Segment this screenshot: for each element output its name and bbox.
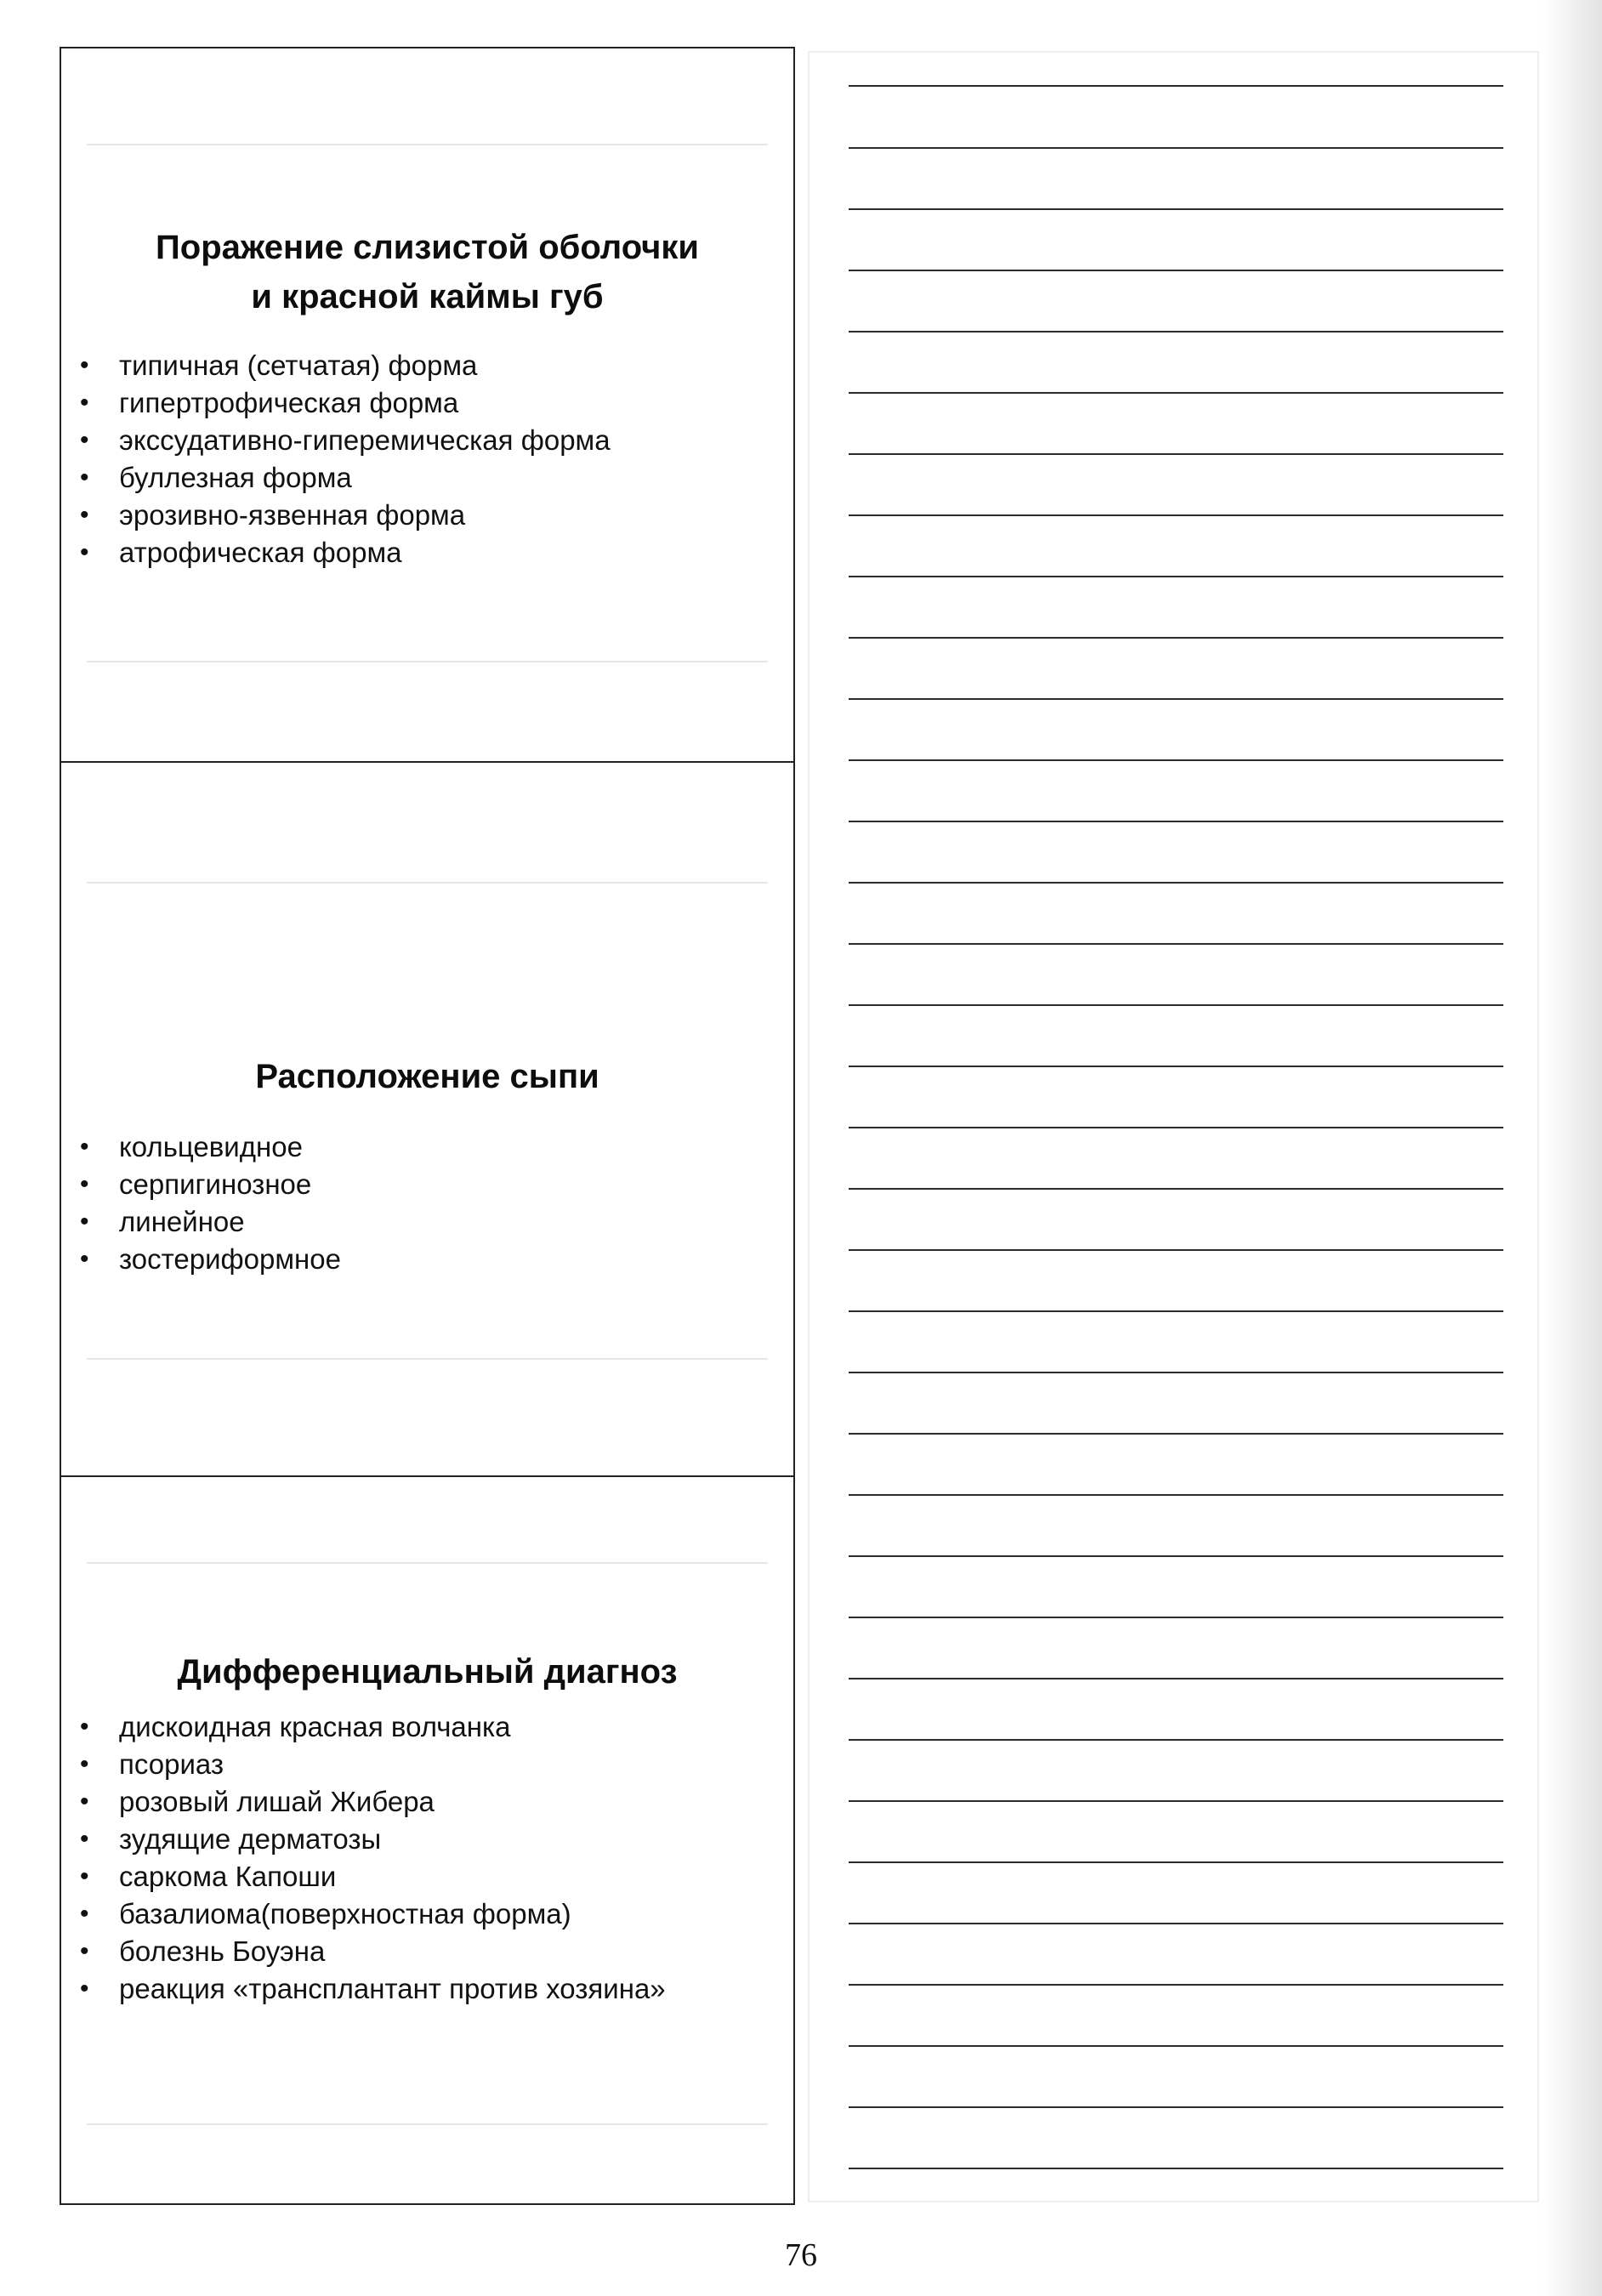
page-edge-shadow: [1542, 0, 1602, 2296]
slide-title: [61, 223, 793, 321]
slide-title-line: и красной каймы губ: [251, 278, 604, 315]
list-item: • зудящие дерматозы: [80, 1821, 793, 1858]
slide-title-line: Поражение слизистой оболочки: [156, 229, 699, 266]
ghost-line: [87, 882, 768, 884]
note-line: [849, 2106, 1503, 2108]
slide-differential-diagnosis: [61, 1475, 793, 2203]
note-line: [849, 1617, 1503, 1618]
list-item: • болезнь Боуэна: [80, 1933, 793, 1970]
note-line: [849, 270, 1503, 271]
note-line: [849, 1739, 1503, 1741]
note-line: [849, 208, 1503, 210]
note-line: [849, 698, 1503, 700]
note-line: [849, 147, 1503, 149]
list-item: • кольцевидное: [80, 1128, 793, 1166]
slide-lip-mucosa: [61, 48, 793, 761]
note-line: [849, 1984, 1503, 1986]
note-line: [849, 2045, 1503, 2047]
slide-title: [61, 1052, 793, 1101]
list-item: • реакция «трансплантант против хозяина»: [80, 1970, 793, 2008]
note-line: [849, 1433, 1503, 1435]
ghost-line: [87, 661, 768, 662]
note-line: [849, 1861, 1503, 1863]
list-item: • линейное: [80, 1203, 793, 1241]
list-item: • буллезная форма: [80, 459, 793, 497]
slide-title-line: Дифференциальный диагноз: [177, 1653, 678, 1691]
page-number: 76: [785, 2237, 817, 2273]
note-line: [849, 637, 1503, 639]
slide-title-line: Расположение сыпи: [255, 1058, 599, 1095]
ghost-line: [87, 2123, 768, 2125]
list-item: • типичная (сетчатая) форма: [80, 347, 793, 384]
ghost-line: [87, 1358, 768, 1360]
note-line: [849, 331, 1503, 332]
note-line: [849, 392, 1503, 394]
note-line: [849, 943, 1503, 945]
note-line: [849, 576, 1503, 577]
list-item: • зостериформное: [80, 1241, 793, 1278]
list-item: • базалиома(поверхностная форма): [80, 1895, 793, 1933]
note-line: [849, 1800, 1503, 1802]
note-line: [849, 1066, 1503, 1067]
list-item: • эрозивно-язвенная форма: [80, 497, 793, 534]
note-line: [849, 1372, 1503, 1373]
note-line: [849, 1555, 1503, 1557]
note-line: [849, 1678, 1503, 1679]
ghost-line: [87, 144, 768, 145]
list-item: • атрофическая форма: [80, 534, 793, 571]
notes-column: [808, 51, 1539, 2202]
note-line: [849, 2168, 1503, 2169]
list-item: • серпигинозное: [80, 1166, 793, 1203]
note-line: [849, 1188, 1503, 1190]
slide-rash-location: [61, 761, 793, 1475]
slide-bullet-list: [61, 1128, 793, 1278]
ghost-line: [87, 1562, 768, 1564]
slides-column: [60, 47, 795, 2205]
note-line: [849, 1127, 1503, 1128]
list-item: • дискоидная красная волчанка: [80, 1708, 793, 1746]
slide-bullet-list: [61, 1708, 793, 2008]
list-item: • саркома Капоши: [80, 1858, 793, 1895]
list-item: • гипертрофическая форма: [80, 384, 793, 422]
note-line: [849, 1923, 1503, 1924]
note-line: [849, 821, 1503, 822]
slide-title: [61, 1647, 793, 1696]
note-line: [849, 1004, 1503, 1006]
note-line: [849, 453, 1503, 455]
note-line: [849, 1310, 1503, 1312]
list-item: • экссудативно-гиперемическая форма: [80, 422, 793, 459]
list-item: • розовый лишай Жибера: [80, 1783, 793, 1821]
note-line: [849, 759, 1503, 761]
note-line: [849, 1494, 1503, 1496]
note-line: [849, 882, 1503, 884]
note-line: [849, 514, 1503, 516]
slide-bullet-list: [61, 347, 793, 571]
note-line: [849, 85, 1503, 87]
list-item: • псориаз: [80, 1746, 793, 1783]
note-line: [849, 1249, 1503, 1251]
